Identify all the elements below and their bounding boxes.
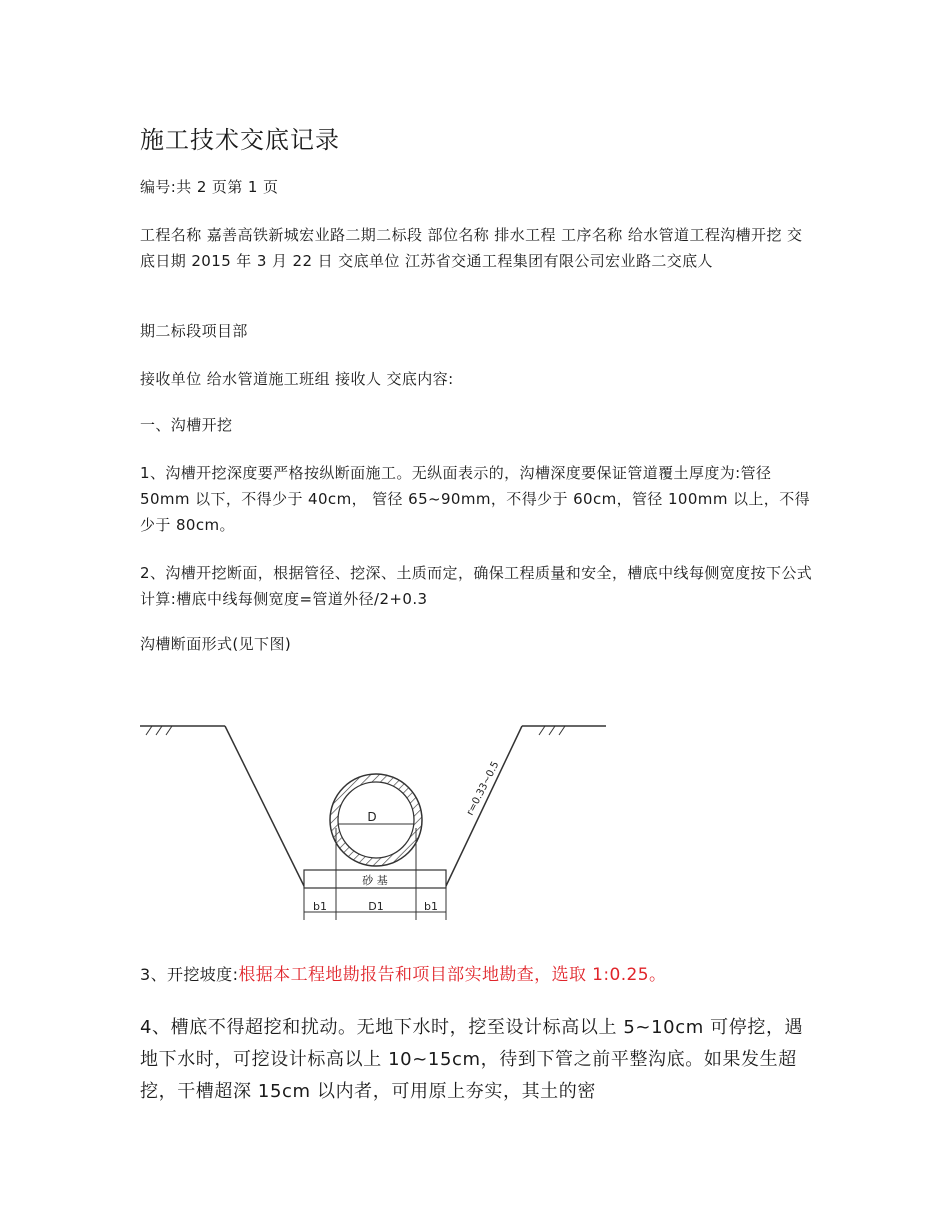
item-3 <box>140 962 815 988</box>
item-1: 1、沟槽开挖深度要严格按纵断面施工。无纵面表示的，沟槽深度要保证管道覆土厚度为:管径 50mm 以下，不得少于 40cm， 管径 65~90mm，不得少于 60cm，管径 100mm 以上，不得少于 80cm。 <box>140 464 811 534</box>
figure-caption: 沟槽断面形式(见下图) <box>140 635 292 653</box>
ground-hatch-left <box>146 726 172 735</box>
trench-section-diagram <box>140 708 610 928</box>
slope-label: r=0.33~0.5 <box>464 759 502 818</box>
ground-hatch-right <box>539 726 565 735</box>
project-department: 期二标段项目部 <box>140 322 248 340</box>
serial-number: 编号:共 2 页第 1 页 <box>140 178 279 196</box>
document-title: 施工技术交底记录 <box>140 126 340 154</box>
b1-left-label: b1 <box>313 900 327 913</box>
d1-label: D1 <box>368 900 384 913</box>
project-info: 工程名称 嘉善高铁新城宏业路二期二标段 部位名称 排水工程 工序名称 给水管道工程沟槽开挖 交底日期 2015 年 3 月 22 日 交底单位 江苏省交通工程集团有限公司宏业路二交底人 <box>140 226 803 270</box>
section-heading: 一、沟槽开挖 <box>140 416 233 434</box>
item-2: 2、沟槽开挖断面，根据管径、挖深、土质而定，确保工程质量和安全，槽底中线每侧宽度按下公式计算:槽底中线每侧宽度=管道外径/2+0.3 <box>140 564 813 608</box>
sand-label: 砂 基 <box>362 874 388 887</box>
b1-right-label: b1 <box>424 900 438 913</box>
item-3-prefix: 3、开挖坡度: <box>140 965 239 984</box>
item-4: 4、槽底不得超挖和扰动。无地下水时，挖至设计标高以上 5~10cm 可停挖，遇地下水时，可挖设计标高以上 10~15cm，待到下管之前平整沟底。如果发生超挖，干槽超深 15cm 以内者，可用原上夯实，其土的密 <box>140 1017 804 1102</box>
trench-slope-left <box>225 726 304 886</box>
pipe-diameter-label: D <box>367 810 377 824</box>
item-3-highlight: 根据本工程地勘报告和项目部实地勘查，选取 1:0.25。 <box>238 965 667 985</box>
receive-info: 接收单位 给水管道施工班组 接收人 交底内容: <box>140 370 454 388</box>
trench-slope-right <box>446 726 522 886</box>
